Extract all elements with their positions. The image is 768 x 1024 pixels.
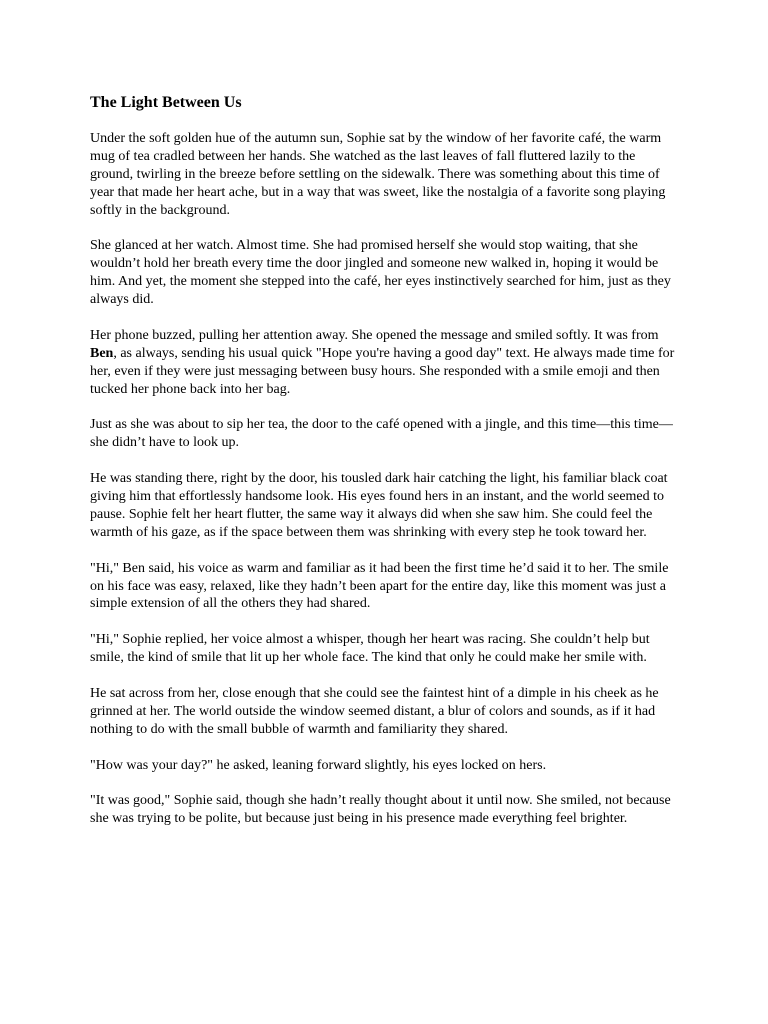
document-page: [90, 92, 682, 846]
paragraph: She glanced at her watch. Almost time. She had promised herself she would stop waiting, that she wouldn’t hold her breath every time the door jingled and someone new walked in, hoping it would be him. And yet, the moment she stepped into the café, her eyes instinctively searched for him, just as they always did.: [90, 238, 671, 308]
paragraph: "Hi," Ben said, his voice as warm and familiar as it had been the first time he’d said it to her. The smile on his face was easy, relaxed, like they hadn’t been apart for the entire day, like this moment was just a simple extension of all the others they had shared.: [90, 560, 669, 612]
paragraph: "How was your day?" he asked, leaning forward slightly, his eyes locked on hers.: [90, 757, 547, 773]
document-title: The Light Between Us: [90, 94, 242, 111]
paragraph: Under the soft golden hue of the autumn sun, Sophie sat by the window of her favorite café, the warm mug of tea cradled between her hands. She watched as the last leaves of fall fluttered lazily to the ground, twirling in the breeze before settling on the sidewalk. There was something about this time of year that made her heart ache, but in a way that was sweet, like the nostalgia of a favorite song playing softly in the background.: [90, 131, 666, 218]
paragraph: "Hi," Sophie replied, her voice almost a whisper, though her heart was racing. She couldn’t help but smile, the kind of smile that lit up her whole face. The kind that only he could make her smile with.: [90, 632, 650, 666]
paragraph: [90, 327, 682, 399]
paragraph: "It was good," Sophie said, though she hadn’t really thought about it until now. She smiled, not because she was trying to be polite, but because just being in his presence made everything feel brighter.: [90, 793, 671, 827]
bold-name: Ben: [90, 345, 114, 361]
paragraph: Just as she was about to sip her tea, the door to the café opened with a jingle, and this time—this time—she didn’t have to look up.: [90, 417, 673, 451]
paragraph: He sat across from her, close enough that she could see the faintest hint of a dimple in his cheek as he grinned at her. The world outside the window seemed distant, a blur of colors and sounds, as if it had nothing to do with the small bubble of warmth and familiarity they shared.: [90, 685, 659, 737]
paragraph: He was standing there, right by the door, his tousled dark hair catching the light, his familiar black coat giving him that effortlessly handsome look. His eyes found hers in an instant, and the world seemed to pause. Sophie felt her heart flutter, the same way it always did when she saw him. She could feel the warmth of his gaze, as if the space between them was shrinking with every step he took toward her.: [90, 471, 668, 540]
paragraph-text: Her phone buzzed, pulling her attention away. She opened the message and smiled softly. It was from: [90, 327, 659, 343]
paragraph-text: , as always, sending his usual quick "Hope you're having a good day" text. He always made time for her, even if they were just messaging between busy hours. She responded with a smile emoji and then tucked her phone back into her bag.: [90, 345, 675, 397]
